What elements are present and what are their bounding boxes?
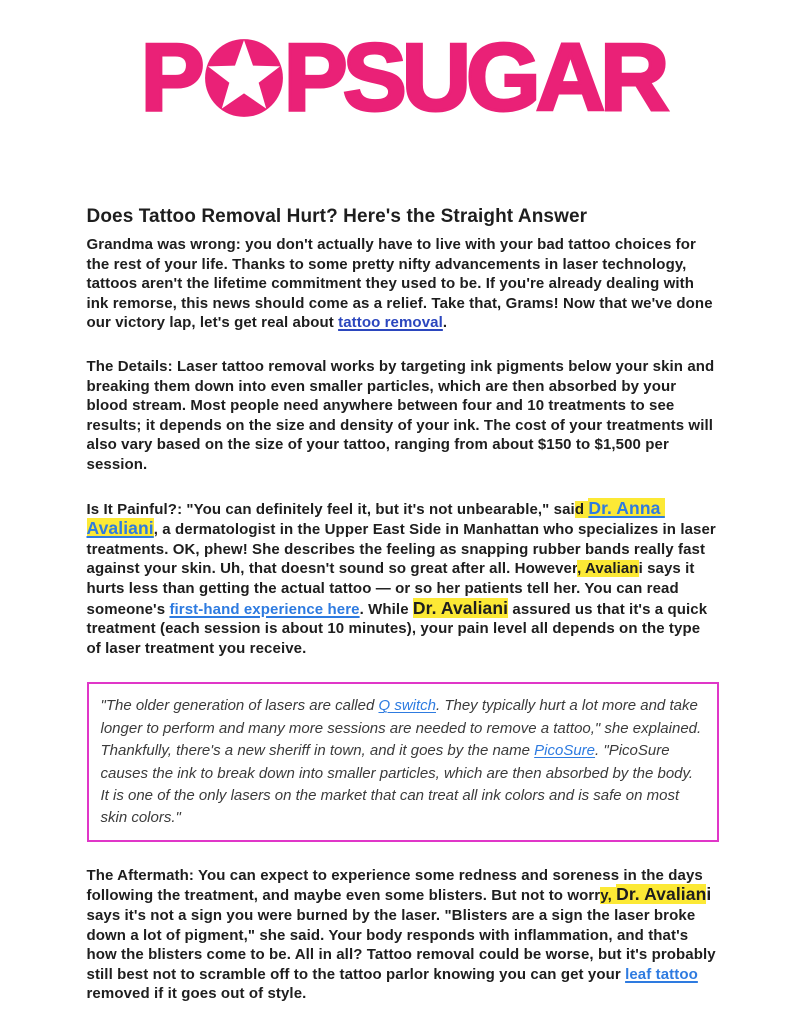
text-segment: Is It Painful?: "You can definitely feel it, but it's not unbearable," sai xyxy=(86,500,575,518)
tattoo-removal-link[interactable]: tattoo removal xyxy=(338,314,443,332)
paragraph-aftermath xyxy=(87,866,719,1004)
text-segment: assured us that it's a quick treatment (each session is about 10 minutes), your pain level all depends on the type of laser treatment you receive. xyxy=(86,600,712,657)
picosure-link[interactable]: PicoSure xyxy=(534,742,596,760)
paragraph-intro xyxy=(87,235,719,333)
dr-anna-avaliani-link[interactable]: Dr. Anna Avaliani xyxy=(86,497,665,539)
highlighted-text: d xyxy=(574,500,589,518)
star-icon xyxy=(202,36,286,120)
text-segment: . xyxy=(442,314,448,332)
paragraph-painful xyxy=(87,499,719,659)
article-content xyxy=(87,206,719,1004)
expert-quote xyxy=(87,682,719,841)
first-hand-experience-link[interactable]: first-hand experience here xyxy=(169,600,360,618)
logo-letters-psugar: PSUGAR xyxy=(283,24,665,131)
site-header xyxy=(0,24,805,131)
text-segment: i xyxy=(706,884,712,905)
text-segment: . While xyxy=(359,600,413,618)
text-segment: says it's not a sign you were burned by the laser. "Blisters are a sign the laser broke down a lot of pigment," she said. Your body responds with inflammation, and that's how the blisters come to be. All in all? Tattoo removal could be worse, but it's probably still best not to scramble off to the tattoo parlor knowing you can get your xyxy=(86,887,720,983)
highlighted-text: Dr. Avaliani xyxy=(412,597,509,618)
text-segment: , a dermatologist in the Upper East Side in Manhattan who specializes in laser treatments. OK, phew! She describes the feeling as snapping rubber bands really fast against your skin. Uh, that doesn't sound so great after all. However xyxy=(86,521,721,578)
logo-letter-p: P xyxy=(140,24,200,131)
q-switch-link[interactable]: Q switch xyxy=(378,697,436,715)
paragraph-details xyxy=(87,357,719,475)
highlighted-text: y, xyxy=(600,887,617,905)
text-segment: . They typically hurt a lot more and take longer to perform and many more sessions are needed to remove a tattoo," she explained. Thankfully, there's a new sheriff in town, and it goes by the name xyxy=(100,697,706,760)
text-segment: i says it hurts less than getting the actual tattoo — or so her patients tell her. You can read someone's xyxy=(86,560,699,618)
highlighted-text: Dr. Avalian xyxy=(616,884,707,905)
text-segment: . "PicoSure causes the ink to break down into smaller particles, which are then absorbed by the body. It is one of the only lasers on the market that can treat all ink colors and is safe on most skin colors." xyxy=(100,742,698,827)
text-segment: The Details: Laser tattoo removal works by targeting ink pigments below your skin and breaking them down into even smaller particles, which are then absorbed by your blood stream. Most people need anywhere between four and 10 treatments to see results; it depends on the size and density of your ink. The cost of your treatments will also vary based on the size of your tattoo, ranging from about $150 to $1,500 per session. xyxy=(86,357,719,473)
text-segment: "The older generation of lasers are called xyxy=(100,697,379,715)
highlighted-text: , Avalian xyxy=(577,560,639,578)
text-segment: Grandma was wrong: you don't actually have to live with your bad tattoo choices for the rest of your life. Thanks to some pretty nifty advancements in laser technology, tattoos aren't the lifetime commitment they used to be. If you're already dealing with ink remorse, this news should come as a relief. Take that, Grams! Now that we've done our victory lap, let's get real about xyxy=(86,236,717,332)
text-segment: The Aftermath: You can expect to experience some redness and soreness in the days following the treatment, and maybe even some blisters. But not to worr xyxy=(86,866,708,905)
popsugar-logo xyxy=(0,24,805,131)
article-title: Does Tattoo Removal Hurt? Here's the Straight Answer xyxy=(86,206,588,227)
text-segment: removed if it goes out of style. xyxy=(86,965,703,1003)
leaf-tattoo-link[interactable]: leaf tattoo xyxy=(625,965,698,983)
